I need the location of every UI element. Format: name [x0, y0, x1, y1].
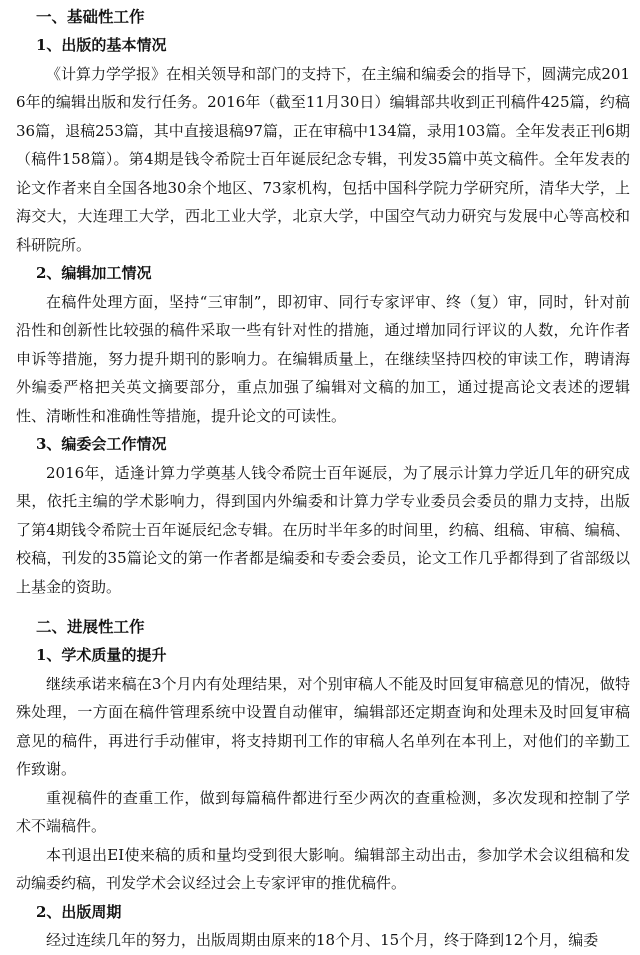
- paragraph-review-timeliness: 继续承诺来稿在3个月内有处理结果，对个别审稿人不能及时回复审稿意见的情况，做特殊处理，一方面在稿件管理系统中设置自动催审，编辑部还定期查询和处理未及时回复审稿意见的稿件，再进行手动催审，将支持期刊工作的审稿人名单列在本刊上，对他们的辛勤工作致谢。: [16, 674, 630, 778]
- section-heading-basic-work: 一、基础性工作: [36, 8, 145, 26]
- subsection-heading-publication-status: 1、出版的基本情况: [36, 36, 167, 54]
- paragraph-ei-impact: 本刊退出EI使来稿的质和量均受到很大影响。编辑部主动出击，参加学术会议组稿和发动编委约稿，刊发学术会议经过会上专家评审的推优稿件。: [16, 845, 630, 892]
- paragraph-publication-cycle: 经过连续几年的努力，出版周期由原来的18个月、15个月，终于降到12个月，编委: [46, 931, 599, 949]
- subsection-heading-editorial-board: 3、编委会工作情况: [36, 435, 167, 453]
- subsection-heading-editing: 2、编辑加工情况: [36, 264, 152, 282]
- paragraph-editorial-board: 2016年，适逢计算力学奠基人钱令希院士百年诞辰，为了展示计算力学近几年的研究成果，依托主编的学术影响力，得到国内外编委和计算力学专业委员会委员的鼎力支持，出版了第4期钱令希院士百年诞辰纪念专辑。在历时半年多的时间里，约稿、组稿、审稿、编稿、校稿，刊发的35篇论文的第一作者都是编委和专委会委员，论文工作几乎都得到了省部级以上基金的资助。: [16, 463, 630, 596]
- subsection-heading-publication-cycle: 2、出版周期: [36, 902, 122, 921]
- subsection-heading-academic-quality: 1、学术质量的提升: [36, 646, 167, 664]
- section-heading-progress-work: 二、进展性工作: [36, 618, 145, 636]
- paragraph-editing: 在稿件处理方面，坚持“三审制”，即初审、同行专家评审、终（复）审，同时，针对前沿性和创新性比较强的稿件采取一些有针对性的措施，通过增加同行评议的人数，允许作者申诉等措施，努力提升期刊的影响力。在编辑质量上，在继续坚持四校的审读工作，聘请海外编委严格把关英文摘要部分，重点加强了编辑对文稿的加工，通过提高论文表述的逻辑性、清晰性和准确性等措施，提升论文的可读性。: [16, 292, 630, 425]
- paragraph-publication-status: 《计算力学学报》在相关领导和部门的支持下，在主编和编委会的指导下，圆满完成2016年的编辑出版和发行任务。2016年（截至11月30日）编辑部共收到正刊稿件425篇，约稿36篇，退稿253篇，其中直接退稿97篇，正在审稿中134篇，录用103篇。全年发表正刊6期（稿件158篇）。第4期是钱令希院士百年诞辰纪念专辑，刊发35篇中英文稿件。全年发表的论文作者来自全国各地30余个地区、73家机构，包括中国科学院力学研究所，清华大学，上海交大，大连理工大学，西北工业大学，北京大学，中国空气动力研究与发展中心等高校和科研院所。: [16, 64, 630, 254]
- paragraph-duplicate-check: 重视稿件的查重工作，做到每篇稿件都进行至少两次的查重检测，多次发现和控制了学术不端稿件。: [16, 788, 630, 835]
